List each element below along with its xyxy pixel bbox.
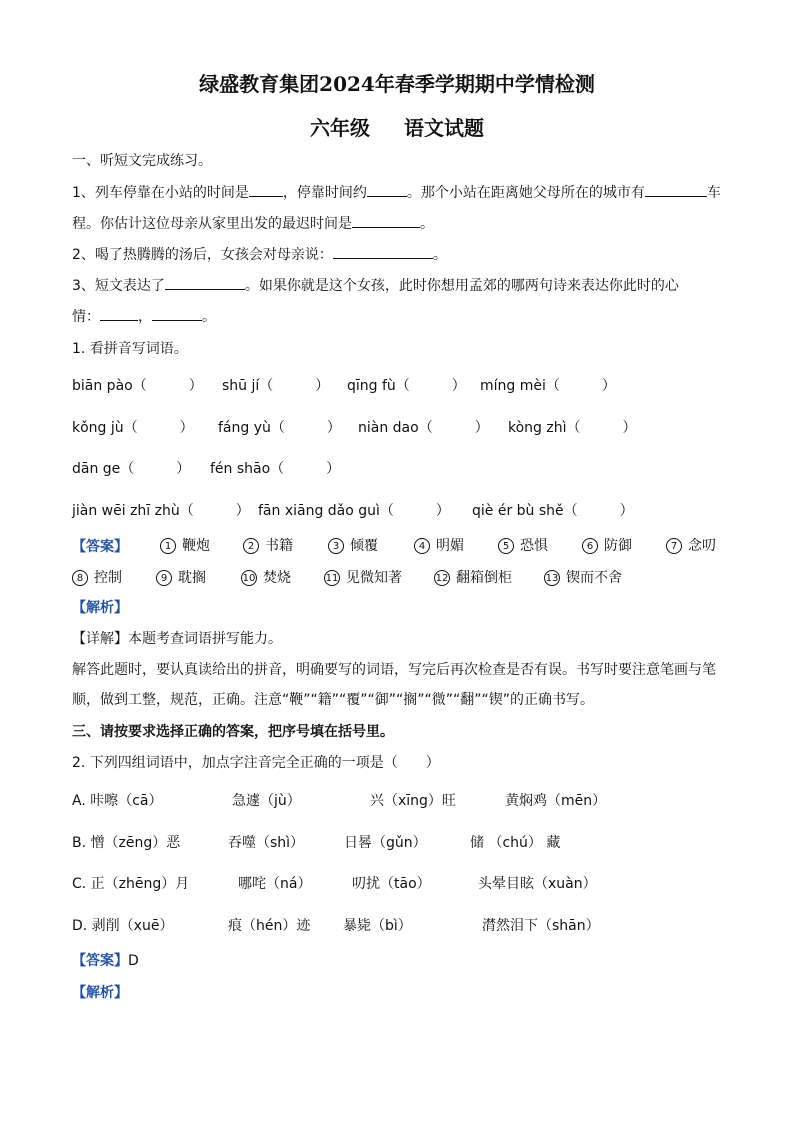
q2-answer <box>72 951 139 971</box>
pinyin-item: fáng yù（ ） <box>218 420 341 436</box>
pinyin-item: biān pào（ ） <box>72 378 203 394</box>
option-b-word: B. 憎（zēng）恶 <box>72 835 181 851</box>
answer-label: 【答案】 <box>72 953 128 969</box>
pinyin-item: kòng zhì（ ） <box>508 420 637 436</box>
answer-item: 8 控制 <box>72 567 122 587</box>
pinyin-item: qiè ér bù shě（ ） <box>472 503 634 519</box>
listening-q2: 2、喝了热腾腾的汤后，女孩会对母亲说： 。 <box>72 244 447 265</box>
option-b-word: 储 （chú） 藏 <box>470 835 561 851</box>
answer-item: 3 倾覆 <box>328 535 378 555</box>
option-d-word: 潸然泪下（shān） <box>482 918 600 934</box>
listening-q3-line1: 3、短文表达了 。如果你就是这个女孩，此时你想用孟郊的哪两句诗来表达你此时的心 <box>72 275 679 296</box>
option-d-word: D. 剥削（xuē） <box>72 918 174 934</box>
answer-item: 4 明媚 <box>414 535 464 555</box>
option-b-word: 日晷（gǔn） <box>344 835 427 851</box>
answer-item: 11 见微知著 <box>325 570 402 586</box>
section3-heading: 三、请按要求选择正确的答案，把序号填在括号里。 <box>72 724 394 740</box>
exam-title: 绿盛教育集团2024年春季学期期中学情检测 <box>199 72 595 96</box>
pinyin-item: fān xiāng dǎo guì（ ） <box>258 503 450 519</box>
option-c-word: 哪咤（ná） <box>238 876 312 892</box>
answer-item: 13 锲而不舍 <box>545 570 622 586</box>
pinyin-item: qīng fù（ ） <box>347 378 466 394</box>
pinyin-item: jiàn wēi zhī zhù（ ） <box>72 503 250 519</box>
detail-text: 【详解】本题考查词语拼写能力。 <box>72 631 282 647</box>
pinyin-item: míng mèi（ ） <box>480 378 616 394</box>
option-c-word: C. 正（zhēng）月 <box>72 876 190 892</box>
listening-heading: 一、听短文完成练习。 <box>72 153 212 169</box>
answer-item: 1 鞭炮 <box>160 535 210 555</box>
option-b-word: 吞噬（shì） <box>228 835 305 851</box>
explain-line-2: 顺，做到工整，规范，正确。注意“鞭”“籍”“覆”“御”“搁”“微”“翻”“锲”的正确书写。 <box>72 692 595 708</box>
option-c-word: 叨扰（tāo） <box>352 876 431 892</box>
pinyin-heading: 1. 看拼音写词语。 <box>72 341 188 357</box>
option-c-word: 头晕目眩（xuàn） <box>478 876 597 892</box>
listening-q3-line2: 情： ， 。 <box>72 306 216 327</box>
answer-item: 10 焚烧 <box>242 570 291 586</box>
answer-item: 12 翻箱倒柜 <box>435 570 512 586</box>
exam-subtitle <box>0 112 794 141</box>
option-d-word: 痕（hén）迹 <box>228 918 311 934</box>
subject-label: 语文试题 <box>404 116 484 140</box>
question-2: 2. 下列四组词语中，加点字注音完全正确的一项是（ ） <box>72 755 440 771</box>
listening-q1-line2: 程。你估计这位母亲从家里出发的最迟时间是 。 <box>72 213 434 234</box>
answer-item: 9 耽搁 <box>156 567 206 587</box>
option-a-word: 黄焖鸡（mēn） <box>505 793 607 809</box>
grade-label: 六年级 <box>310 116 370 140</box>
answer-item: 7 念叨 <box>666 535 716 555</box>
pinyin-item: shū jí（ ） <box>222 378 330 394</box>
pinyin-item: fén shāo（ ） <box>210 461 341 477</box>
answer-label: 【答案】 <box>72 539 128 555</box>
analysis-label: 【解析】 <box>72 600 128 616</box>
answer-item: 2 书籍 <box>243 535 293 555</box>
explain-line-1: 解答此题时，要认真读给出的拼音，明确要写的词语，写完后再次检查是否有误。书写时要注意笔画与笔 <box>72 662 716 678</box>
option-a-word: 急遽（jù） <box>232 793 301 809</box>
option-d-word: 暴毙（bì） <box>343 918 412 934</box>
answer-item: 5 恐惧 <box>498 535 548 555</box>
q2-analysis-label: 【解析】 <box>72 985 128 1001</box>
listening-q1-line1: 1、列车停靠在小站的时间是 ，停靠时间约 。那个小站在距离她父母所在的城市有 车 <box>72 182 721 203</box>
option-a-word: A. 咔嚓（cā） <box>72 793 163 809</box>
pinyin-item: dān ge（ ） <box>72 461 191 477</box>
pinyin-item: kǒng jù（ ） <box>72 420 194 436</box>
answer-item: 6 防御 <box>582 535 632 555</box>
pinyin-item: niàn dao（ ） <box>358 420 489 436</box>
answer-value: D <box>128 953 139 969</box>
option-a-word: 兴（xīng）旺 <box>370 793 456 809</box>
